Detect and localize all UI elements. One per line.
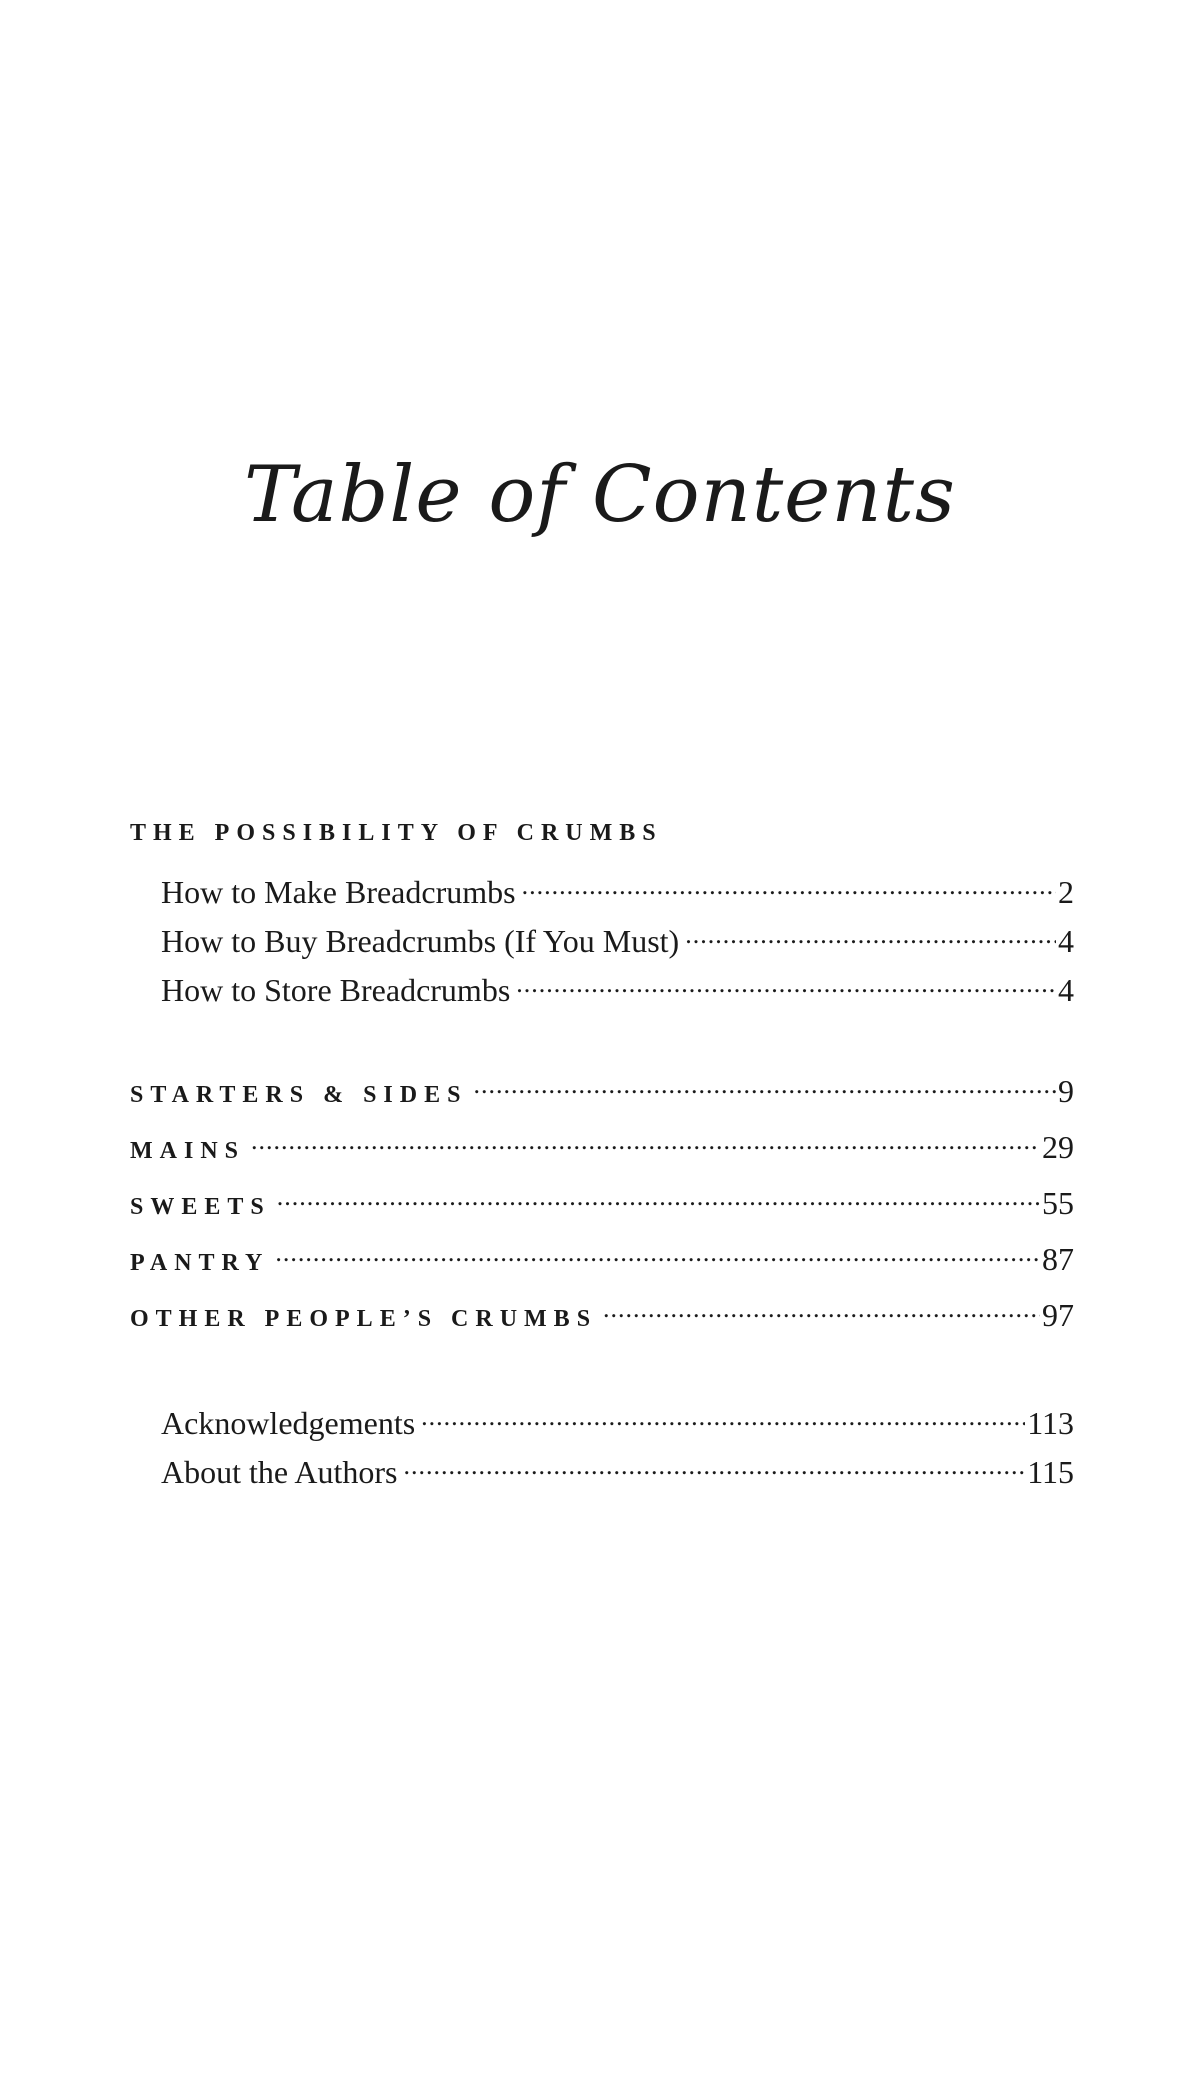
dot-leader [522,863,1056,903]
dot-leader [421,1394,1025,1434]
dot-leader [603,1286,1040,1326]
chapter-page-number: 97 [1042,1297,1074,1333]
chapter-entry[interactable] [130,1286,1074,1342]
toc-entry[interactable] [130,961,1074,1010]
chapter-page-number: 9 [1058,1073,1074,1109]
dot-leader [251,1118,1040,1158]
chapter-entry[interactable] [130,1118,1074,1174]
dot-leader [277,1174,1040,1214]
entry-page-number: 115 [1027,1454,1074,1490]
dot-leader [275,1230,1040,1270]
section-heading: THE POSSIBILITY OF CRUMBS [130,820,663,846]
entry-page-number: 113 [1027,1405,1074,1441]
table-of-contents [130,815,1074,1492]
toc-group-chapters [130,1062,1074,1342]
chapter-page-number: 87 [1042,1241,1074,1277]
entry-page-number: 2 [1058,874,1074,910]
toc-entry[interactable] [130,1443,1074,1492]
chapter-label: MAINS [130,1138,246,1164]
entry-label: About the Authors [161,1454,398,1490]
toc-entry[interactable] [130,1394,1074,1443]
chapter-label: PANTRY [130,1250,270,1276]
entry-label: How to Buy Breadcrumbs (If You Must) [161,923,680,959]
page-title: Table of Contents [244,450,956,540]
chapter-page-number: 55 [1042,1185,1074,1221]
dot-leader [403,1443,1025,1483]
entry-page-number: 4 [1058,923,1074,959]
chapter-label: SWEETS [130,1194,271,1220]
entry-label: How to Store Breadcrumbs [161,972,511,1008]
toc-group-possibility [130,815,1074,1010]
toc-entry[interactable] [130,912,1074,961]
chapter-entry[interactable] [130,1062,1074,1118]
chapter-entry[interactable] [130,1174,1074,1230]
dot-leader [516,961,1056,1001]
toc-group-back-matter [130,1394,1074,1492]
chapter-label: OTHER PEOPLE’S CRUMBS [130,1306,598,1332]
entry-label: Acknowledgements [161,1405,416,1441]
chapter-entry[interactable] [130,1230,1074,1286]
toc-entry[interactable] [130,863,1074,912]
dot-leader [685,912,1056,952]
chapter-label: STARTERS & SIDES [130,1082,468,1108]
entry-page-number: 4 [1058,972,1074,1008]
dot-leader [473,1062,1056,1102]
entry-label: How to Make Breadcrumbs [161,874,516,910]
chapter-page-number: 29 [1042,1129,1074,1165]
